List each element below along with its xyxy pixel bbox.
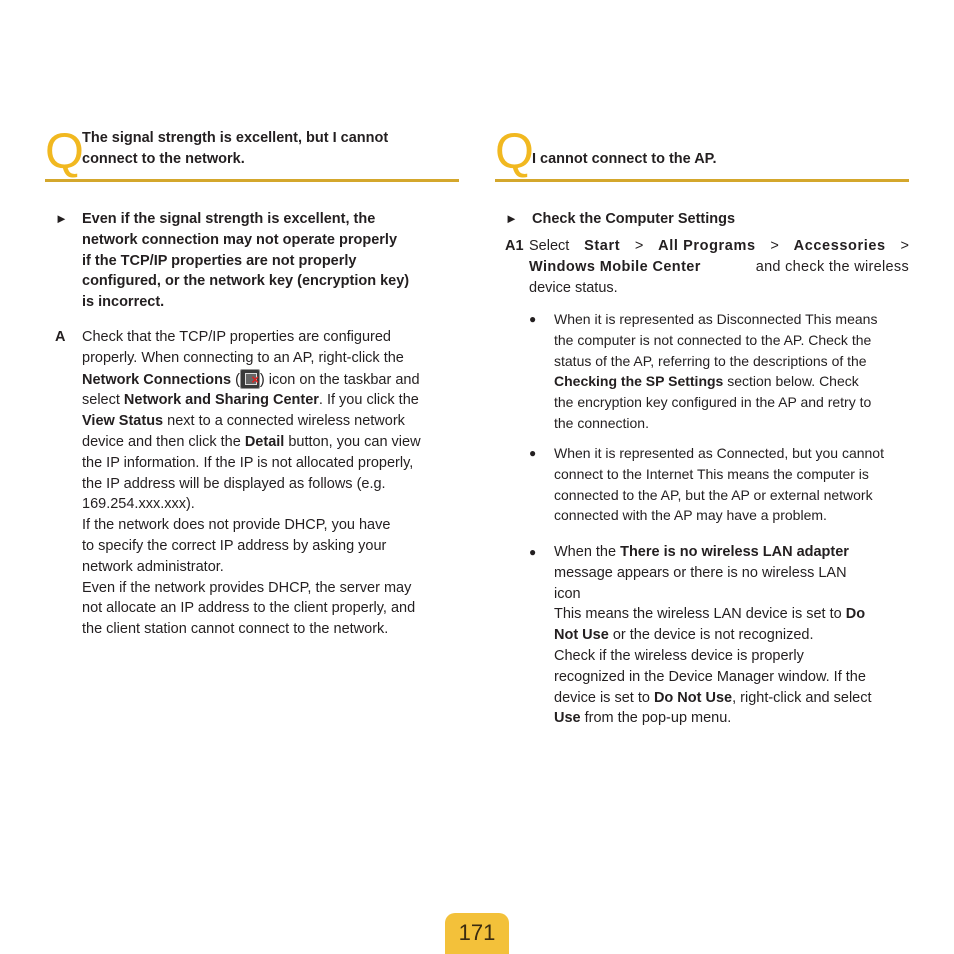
left-question-header	[45, 123, 459, 182]
right-dot-item-3: ● When the There is no wireless LAN adapter message appears or there is no wireless LAN icon This means the wireless LAN device is set to Do Not Use or the device is not recognized. Check if the wireless device is properly recognized in the Device Manager window. If the device is set to Do Not Use, right-click and select Use from the pop-up menu.	[529, 544, 872, 727]
right-question-text: I cannot connect to the AP.	[532, 151, 717, 167]
right-answer-a1: A1 Select Start > All Programs > Accessories > Windows Mobile Center and check the wireless device status.	[505, 238, 909, 296]
left-answer: A Check that the TCP/IP properties are configured properly. When connecting to an AP, right-click the Network Connections (× ) icon on the taskbar and select Network and Sharing Center. If you click the View Status next to a connected wireless network device and then click the Detail button, you can view the IP information. If the IP is not allocated properly, the IP address will be displayed as follows (e.g. 169.254.xxx.xxx). If the network does not provide DHCP, you have to specify the correct IP address by asking your network administrator. Even if the network provides DHCP, the server may not allocate an IP address to the client properly, and the client station cannot connect to the network.	[55, 327, 459, 647]
page-number: 171	[445, 913, 509, 954]
answer-label-a1: A1	[505, 238, 524, 254]
dot-bullet-icon: ●	[529, 312, 537, 326]
left-question-text: The signal strength is excellent, but I cannot connect to the network.	[82, 130, 389, 167]
q-letter: Q	[45, 123, 84, 179]
answer-label: A	[55, 329, 66, 345]
right-question-header	[495, 123, 909, 182]
network-connections-icon	[240, 369, 260, 389]
dot-bullet-icon: ●	[529, 545, 537, 559]
q-letter: Q	[495, 123, 534, 179]
triangle-bullet-icon: ►	[505, 211, 518, 226]
triangle-bullet-icon: ►	[55, 211, 68, 226]
right-dot-item-2: ● When it is represented as Connected, but you cannot connect to the Internet This means the computer is connected to the AP, but the AP or external network connected with the AP may have a problem.	[529, 445, 884, 524]
left-bullet-heading: ► Even if the signal strength is excellent, the network connection may not operate properly if the TCP/IP properties are not properly configured, or the network key (encryption key) is incorrect.	[55, 211, 410, 311]
right-dot-item-1: ● When it is represented as Disconnected This means the computer is not connected to the AP. Check the status of the AP, referring to the descriptions of the Checking the SP Settings section below. Check the encryption key configured in the AP and retry to the connection.	[529, 311, 878, 431]
dot-bullet-icon: ●	[529, 446, 537, 460]
right-bullet-heading: ► Check the Computer Settings	[505, 209, 909, 231]
